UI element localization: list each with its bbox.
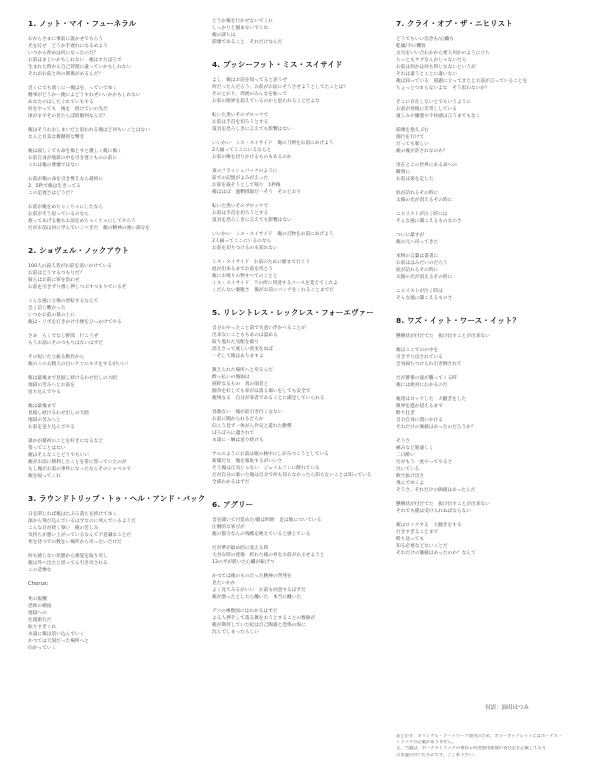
lyric-line: 実在とこの世界にある命への xyxy=(396,163,457,168)
lyric-line: そうさ、それだけの価値はあったんだ xyxy=(396,488,476,493)
lyric-line: 何をやっても 後を 続けていの先だ xyxy=(28,107,108,112)
chorus-label: Chorus: xyxy=(28,581,49,587)
lyric-line: おからさまに事前に誰かせでもろう xyxy=(28,37,104,42)
stanza xyxy=(28,263,206,291)
lyric-line: 本物の言葉は書書に xyxy=(396,254,439,259)
lyric-line: 誓ってことはない xyxy=(28,446,66,451)
lyric-line: かつては俺のものだった精神の啓発を xyxy=(212,574,292,579)
lyric-line: お前に闘かられるだろか xyxy=(212,417,264,422)
stanza xyxy=(396,36,578,92)
lyric-line: 痛みなど筋違しく xyxy=(396,446,434,451)
lyric-line: 文句をいい合わかから要人何かのように立ち xyxy=(396,51,490,56)
lyric-line: 飛んでゆくよ xyxy=(396,481,425,486)
lyric-line: 太陽の光が消えるその時に xyxy=(396,198,453,203)
stanza xyxy=(396,522,578,557)
stanza xyxy=(28,511,206,546)
lyric-line: 乾燥/不に機客 xyxy=(396,44,426,49)
translator-credit: 対訳：油田はつみ xyxy=(485,705,530,711)
lyric-line: そんな風に聞こえるものさ xyxy=(396,296,453,301)
lyric-line: 振りすぎくれ xyxy=(28,624,57,630)
song-block xyxy=(212,307,392,486)
lyric-line: これは俺の葬儀ではない xyxy=(28,163,80,168)
lyric-line: お前の喉を切りかけるものもあるのか xyxy=(212,155,292,160)
song-title: 3. ラウンドトリップ・トゥ・ヘル・アンド・バック xyxy=(28,494,206,503)
lyric-line: 全部わかるはずだ xyxy=(212,480,250,485)
lyric-line: 俺が悪ったとしたら醜いた 本当に醜いた xyxy=(212,595,302,600)
lyric-line: くだらない裏腹さ 俺がお前にパンチをくれることまでだ xyxy=(212,288,334,293)
lyric-line: 出来ないことももあのは認める xyxy=(212,333,278,338)
lyrics-column-2 xyxy=(212,18,392,649)
stanza xyxy=(396,501,578,515)
stanza xyxy=(28,403,206,431)
lyric-line: 救ってあげる俺もお前をめちゃくちゃにしてやろう xyxy=(28,219,136,224)
stanza xyxy=(28,204,206,232)
lyric-line: 崩壊を抱えぶむ xyxy=(396,128,429,133)
song-title: 2. ショヴェル・ノックアウト xyxy=(28,246,130,255)
lyric-line: 俺は最後まで xyxy=(28,404,57,409)
lyric-line: 俺は最後まで見据し続けるわせ出しの大暗 xyxy=(28,376,118,381)
lyric-line: この足遅さはどうだ？ xyxy=(28,191,75,196)
lyric-line: 瞬刻に xyxy=(396,170,411,175)
stanza xyxy=(396,288,578,302)
lyric-line: 転いた黒いそのブロックで xyxy=(212,113,269,118)
lyric-line: サルのようにお前は俺の検中にしがみつこうとしている xyxy=(212,452,329,457)
stanza xyxy=(28,333,206,347)
lyric-line: 俺達はロックした 大騒ぎをした xyxy=(396,397,467,402)
lyric-line: ちっともタブなんかじゃないだろ xyxy=(396,58,467,63)
stanza xyxy=(396,375,578,389)
stanza xyxy=(212,18,392,46)
lyric-line: 俺は・リボを灯きかけ小便をひっかけてやる xyxy=(28,320,122,325)
lyric-line: だがお前は何に学んでいくべきだ 俺の精神の強い部分を xyxy=(28,226,150,231)
lyric-line: 泣いている xyxy=(396,467,420,472)
lyric-line: いつから初めは何になったのだ？ xyxy=(28,51,99,56)
lyric-line: 純粋なるもの 真の崩者と xyxy=(212,382,269,387)
lyric-line: 誰かが最初のことを好きになるなど xyxy=(28,439,104,444)
lyric-line: さあ ろくでなし野郎 行こうぜ xyxy=(28,334,99,339)
lyric-line: どうでもいい信念も/心臓も xyxy=(396,37,454,42)
stanza xyxy=(396,162,578,183)
lyric-line: 死の報酬 xyxy=(28,596,47,602)
lyric-line: 何だったんだろう、お前がお前にそうさせようとしてたことは？ xyxy=(212,85,348,90)
lyric-line: お前を引きずり愚し押しつぶすつもりでいるぞ xyxy=(28,285,127,290)
stanza xyxy=(212,367,392,402)
lyric-line: よく見てみるがいい お前も同意するはずだ xyxy=(212,588,306,593)
stanza xyxy=(28,85,206,120)
lyric-line: 消えさって底しい真実をねば xyxy=(212,347,273,352)
lyric-line: 地獄への xyxy=(28,610,47,616)
song-block xyxy=(212,18,392,46)
lyric-line: ぼろぼろに遺されて xyxy=(212,431,255,436)
lyric-line: 俺にお帰りの物すべてのことと xyxy=(212,274,278,279)
stanza xyxy=(396,253,578,281)
lyric-line: 彼らはお前に罪を負わせ xyxy=(28,278,80,283)
stanza xyxy=(396,333,578,340)
footnote-line: あとがき：オリジナル・アートワーク使用のため、カラーブックレットにはボーナス・ xyxy=(396,734,563,739)
lyric-line: それだけの価値はあったのか？なんて xyxy=(396,551,476,556)
lyric-line: それだけの価値はあったのだろうか？ xyxy=(396,425,476,430)
lyric-line: ミス・スイサイド 下の所に到達するコースを変えてくれよ xyxy=(212,281,338,286)
lyric-line: 生まれた時から自己管理に違っていかもしれない xyxy=(28,65,132,70)
lyric-line: 俺はほぼ 過剰摂取だ一そう そのとおり xyxy=(212,190,302,195)
lyric-line: 自分自身に問いかける xyxy=(396,418,443,423)
lyric-line: 崩壊であること それだけなんだ xyxy=(212,40,283,45)
lyric-line: 俺の都力なんの残酷を絶えていると感じている xyxy=(212,532,311,537)
lyric-line: 2、5秒で俺は生きってる xyxy=(28,184,81,189)
lyric-line: 自分のやったこと前で失意い浮かべることが xyxy=(212,326,306,331)
lyric-line: そうさ xyxy=(396,439,411,444)
lyric-line: よる人押そして落る舞をおうとすることの数値が xyxy=(212,616,316,621)
stanza xyxy=(212,231,392,252)
stanza xyxy=(212,168,392,196)
stanza xyxy=(396,99,578,120)
lyric-line: お前は何かは何も得じなないというが xyxy=(396,65,476,70)
stanza xyxy=(212,140,392,161)
stanza xyxy=(212,608,392,636)
lyric-line: 俺は殺しくても命を傷とすと優しく俺に傷く xyxy=(28,149,122,154)
lyric-line: だが自分の楽いた俺は自分で何も知らなかったら知らないことは知っている xyxy=(212,473,372,478)
lyric-line: お前の限界を超えているのかと思われることだよな xyxy=(212,99,320,104)
lyrics-column-1 xyxy=(28,18,206,665)
stanza xyxy=(212,451,392,486)
lyric-line: お前はどうするつもりだ？ xyxy=(28,271,85,276)
lyric-line: 永遠に一触は送り続ける xyxy=(212,438,264,443)
lyric-line: 底が訪れるその時に xyxy=(396,268,439,273)
lyric-line: 俺はそうわおしまいだと思われる俺はど何もいことはない xyxy=(28,128,150,133)
lyric-line: しっかりと掴まないでくれ xyxy=(212,26,269,31)
song-block xyxy=(396,18,578,302)
stanza xyxy=(396,347,578,368)
lyric-line: 俺の後が許されなのか？ xyxy=(396,149,448,154)
lyric-line: お前が背後に非常ししている xyxy=(396,107,457,112)
lyric-line: 向こう見ず一体がら作兄と遊れた勤勢 xyxy=(212,424,292,429)
lyric-line: 新聞だな 俺を報恥するがいいさ xyxy=(212,459,283,464)
lyric-line: 俺は知っている 道題に立ってきたとお前が言っていることを xyxy=(396,79,528,84)
lyric-line: 道具を恐ろしきに言えても影響はない xyxy=(212,127,292,132)
lyric-line: 東のフラッシュバックのように xyxy=(212,169,278,174)
lyric-line: 復しみや嫌悪や不快感は言うまでもなく xyxy=(396,114,481,119)
song-title: 6. アグリー xyxy=(212,500,254,509)
lyric-line: 俺は外へ出たと思ってら引き戻される xyxy=(28,561,108,566)
song-block xyxy=(212,499,392,636)
lyric-line: 限界を進か超えるまで xyxy=(396,404,443,409)
lyric-line: いいかい ミス・スイサイド 俺の刀剣をお前にあげよう xyxy=(212,141,334,146)
song-block xyxy=(396,315,578,557)
lyric-line: 2人揃ってここにいるならと xyxy=(212,148,272,153)
song-title: 7. クライ・オブ・ザ・ニヒリスト xyxy=(396,19,513,28)
lyric-line: こんな風に立場の逆転するなんて xyxy=(28,299,99,304)
song-block xyxy=(28,493,206,652)
stanza xyxy=(28,354,206,368)
lyric-line: いつかお前の墓の上に xyxy=(28,313,75,318)
stanza xyxy=(28,596,206,652)
lyric-line: 取り逃れた気配を破り xyxy=(212,340,259,345)
lyric-line: 大谷な時の達傷 折れた俺の骨をお前がかぶせようと xyxy=(212,553,325,558)
lyric-line: 13のガが堪いた心臓が振げつ xyxy=(212,560,275,565)
lyric-line: 飲で抜け出さ xyxy=(396,474,425,479)
lyric-line: そんな風に聞こえるものなのさ xyxy=(396,219,462,224)
lyric-line: もうお前にそのつもりはないはずだ xyxy=(28,341,104,346)
song-title: 1. ノット・マイ・フューネラル xyxy=(28,19,137,28)
lyric-line: 地獄の苦みへとお前を xyxy=(28,383,75,388)
stanza xyxy=(212,203,392,224)
lyric-line: いいかい ミス・スイサイド 俺の刃物をお前にあげよう xyxy=(212,232,334,237)
lyric-line: 底が訪れるその時に xyxy=(396,191,439,196)
lyric-line: どうか俺を行かせないでくれ xyxy=(212,19,273,24)
lyric-line: 全身殺ちつけられ引き倒されて xyxy=(396,362,462,367)
lyric-line: 俺はここでのの中を xyxy=(396,348,439,353)
stanza xyxy=(28,36,206,78)
lyric-line: 俺が期待していた紀は自己陶器と恐怖の海に xyxy=(212,623,306,628)
lyric-line: 地獄の苦みへと xyxy=(28,418,61,423)
lyric-line: お前を切りつけるのも知れない xyxy=(212,246,278,251)
lyric-line: ちょっとつまらないよな そう思わないか？ xyxy=(396,86,490,91)
footnote-line: 又、当盤は、ボーナストラックの重ねる何度使用楽曲の各注記を記載しており xyxy=(396,746,547,752)
lyric-line: お前が俺をめちゃくちゃにしたなら xyxy=(28,205,104,210)
stanza xyxy=(28,298,206,326)
lyric-line: 転いた黒いそのブロックで xyxy=(212,204,269,209)
stanza xyxy=(212,112,392,133)
lyric-line: ニヒリストが泣く時には xyxy=(396,212,448,217)
stanza xyxy=(28,148,206,169)
lyric-line: 全く信じ難かった xyxy=(28,306,66,311)
lyric-line: なんと甘美な舞踏的な響き xyxy=(28,135,85,140)
stanza xyxy=(212,77,392,105)
lyric-line: 見たいかか xyxy=(212,581,236,586)
lyric-line: お前ははみだいのだろう xyxy=(396,261,448,266)
lyric-line: お前自身が地獄の中を引き達ぐものの前に xyxy=(28,156,118,161)
lyric-line: それがお前と何の関係があるんだ？ xyxy=(28,72,104,77)
lyric-line: 俺はロックする 大騒ぎをする xyxy=(396,523,462,528)
lyric-line: 太陽の光が消えるその時に xyxy=(396,275,453,280)
lyric-line: だが夢が最め的に変える時 xyxy=(212,546,269,551)
lyric-line: だがもう一度やってやるさ xyxy=(396,460,453,465)
lyric-line: お前を送り込んでやる xyxy=(28,425,75,430)
stanza xyxy=(212,573,392,601)
lyric-line: 酔り狂ぎ xyxy=(396,411,415,416)
lyric-line: 俺を殴ってくれ xyxy=(28,474,61,479)
lyric-line: 沈んでしまったらしい xyxy=(212,630,259,635)
lyric-line: 俺残なる 自分が罪者であることに満足していられる xyxy=(212,396,325,401)
lyric-line: 俺はそんなことどうでもいい xyxy=(28,453,89,458)
lyric-line: こんな日が続く寮い 俺の苦しみ xyxy=(28,526,99,531)
lyric-line: 往復旅行だ xyxy=(28,617,52,623)
stanza xyxy=(28,127,206,141)
lyric-line: その短いた立振る動作から xyxy=(28,355,85,360)
lyric-line: 精事がどうかー俺によどうすれぜいいかかもしれない xyxy=(28,93,141,98)
lyric-line: 懸勝状が付だてた 抜け出すことが出来ない xyxy=(396,502,490,507)
lyric-line: ニヒリストが泣く時は xyxy=(396,289,443,294)
lyric-line: 行きすぎることまで xyxy=(396,530,439,535)
lyric-line: もし俺がお前の事件になったならそのシャベルで xyxy=(28,467,132,472)
lyric-line: 恐怖の網雨 xyxy=(28,603,52,609)
lyric-line: だが審番の波が襲ってくる時 xyxy=(396,376,457,381)
lyric-line: お前がそう思っているのなら xyxy=(28,212,89,217)
lyric-line: 俺の諦ちは xyxy=(212,33,236,38)
lyric-line: 酔っ払いの俺弱は xyxy=(212,375,250,380)
lyric-line: 向かっていく xyxy=(28,645,57,651)
lyric-line: お前を殺そうとして帰り 1秒後 xyxy=(212,183,281,188)
lyric-line: 前での記憶がよみがえった xyxy=(212,176,269,181)
footnote-line: トラックの記載がありません。 xyxy=(396,740,457,746)
lyric-line: 圧倒的な罪びが xyxy=(212,525,245,530)
lyric-line: 見据し続けるわせ出しの大暗 xyxy=(28,411,89,416)
stanza xyxy=(212,545,392,566)
lyric-line: 道具を恐ろしきに言えても影響はない xyxy=(212,218,292,223)
stanza xyxy=(396,396,578,431)
stanza xyxy=(396,232,578,246)
song-block xyxy=(28,245,206,480)
lyric-line: 俺のこの太腿人の白いケツにキスをするがいい！ xyxy=(28,362,131,367)
lyric-line: 一そして俺はありますよ xyxy=(212,354,264,359)
song-block xyxy=(28,18,206,232)
lyric-line: 二日酔い xyxy=(396,453,415,458)
lyric-line: そう俺は正気じゃない ジェイムソンに酔れている xyxy=(212,466,320,471)
lyric-line: 懸勝状が付だてた 抜け出すことが出来ない xyxy=(396,334,490,339)
lyric-line: お前が俺の命を引き奪えなら最終に xyxy=(28,177,104,182)
lyric-line: 庭が出来るまでお前を待とう xyxy=(212,267,273,272)
lyric-line: 音を聞いて目覚めた/顔は明朗 足は地についている xyxy=(212,518,322,523)
stanza xyxy=(396,190,578,204)
lyric-line: 酔り送っても xyxy=(396,537,425,542)
lyric-line: デコの複数図にはわかるはずだ xyxy=(212,609,278,614)
lyric-line: 100人の殺人者がお前を追いかけている xyxy=(28,264,112,269)
song-title: 5. リレントレス・レックレス・フォーエヴァー xyxy=(212,308,374,317)
footnote xyxy=(396,734,578,759)
lyric-line: 教えられた場所へと戻るんだ xyxy=(212,368,273,373)
lyric-line: だっても楽しい xyxy=(396,142,429,147)
stanza xyxy=(28,438,206,480)
lyric-line: そのとおり、周囲のみんなを振って xyxy=(212,92,288,97)
lyric-line: かつては天国だった場所へと xyxy=(28,638,89,644)
stanza xyxy=(28,176,206,197)
lyric-line: 送り込んでやる xyxy=(28,390,61,395)
lyrics-column-3 xyxy=(396,18,578,570)
lyric-line: お前は手首を切ろうとする xyxy=(212,120,269,125)
lyric-line: それは違うとことに違いない xyxy=(396,72,457,77)
lyric-line: 永遠に俺は追い込んでいく xyxy=(28,631,85,637)
lyric-line: ミス・スイサイド お前のために顔まで行こう xyxy=(212,260,311,265)
lyric-line: 容赦ない 俺が前引き付くなない xyxy=(212,410,283,415)
stanza xyxy=(28,581,206,589)
lyric-line: お前は楽を走した xyxy=(396,177,434,182)
lyric-line: そこに存在しないとでもいうように xyxy=(396,100,472,105)
song-block xyxy=(212,59,392,294)
stanza xyxy=(28,553,206,574)
lyric-line: お前はまじいかもしれない 俺はすたばろで xyxy=(28,58,122,63)
lyric-line: 闘争を好しても罪がは落る傷いをしても安全で xyxy=(212,389,311,394)
lyric-line: 深から飛び込んでいるはずなのに死んでいるようだ xyxy=(28,519,136,524)
lyric-line: 俺の元へ戻ってきた xyxy=(396,240,439,245)
lyric-line: それでも俺は受け入れねばならない xyxy=(396,509,472,514)
lyric-line: 施行を行けて xyxy=(396,135,425,140)
stanza xyxy=(212,409,392,444)
stanza xyxy=(396,127,578,155)
lyric-line: 2人揃ってここにいるのなら xyxy=(212,239,272,244)
lyric-line: お前は手首を切ろうとする xyxy=(212,211,269,216)
lyric-line: 光を灯せ どうか手遅れになるめよう xyxy=(28,44,108,49)
lyric-line: 日を閉じれば俺はたぶろ落ちを続けてゆく xyxy=(28,512,118,517)
lyric-line: よし、俺はお前を知ってると思うぜ xyxy=(212,78,288,83)
lyric-line: 気持ちが悪い上がっているなんて不意識なことだ xyxy=(28,533,132,538)
lyric-line: 近くにでも置くにー俺はを、っていてゆく xyxy=(28,86,118,91)
lyric-line: ついに最すが xyxy=(396,233,425,238)
stanza xyxy=(212,259,392,294)
lyric-line: 何も感じない状態から感覚を取り戻し xyxy=(28,554,108,559)
stanza xyxy=(28,375,206,396)
stanza xyxy=(396,438,578,494)
lyric-line: 知る必要などないことだ xyxy=(396,544,448,549)
lyric-line: 引きずり出されている xyxy=(396,355,443,360)
stanza xyxy=(212,325,392,360)
lyric-line: 死を待つでの数をい場所から戻ったいだけだ xyxy=(28,540,122,545)
stanza xyxy=(212,517,392,538)
song-title: 4. プッシーフット・ミス・スイサイド xyxy=(212,60,343,69)
lyric-line: あなたのはしたぐれていもする xyxy=(28,100,94,105)
lyric-line: 頃がまずその見たらば結婚何なんだ？ xyxy=(28,114,108,119)
lyric-line: 俺には絶対にわかるのだ xyxy=(396,383,448,388)
lyric-line: 俺がお前に勝利したことを常に誓っていたのが xyxy=(28,460,127,465)
lyric-line: この悲惨な xyxy=(28,568,52,573)
stanza xyxy=(396,211,578,225)
song-title: 8. ワズ・イット・ワース・イット？ xyxy=(396,316,521,325)
footnote-line: 日本盤の付いたものです。ご了承下さい。 xyxy=(396,752,478,758)
